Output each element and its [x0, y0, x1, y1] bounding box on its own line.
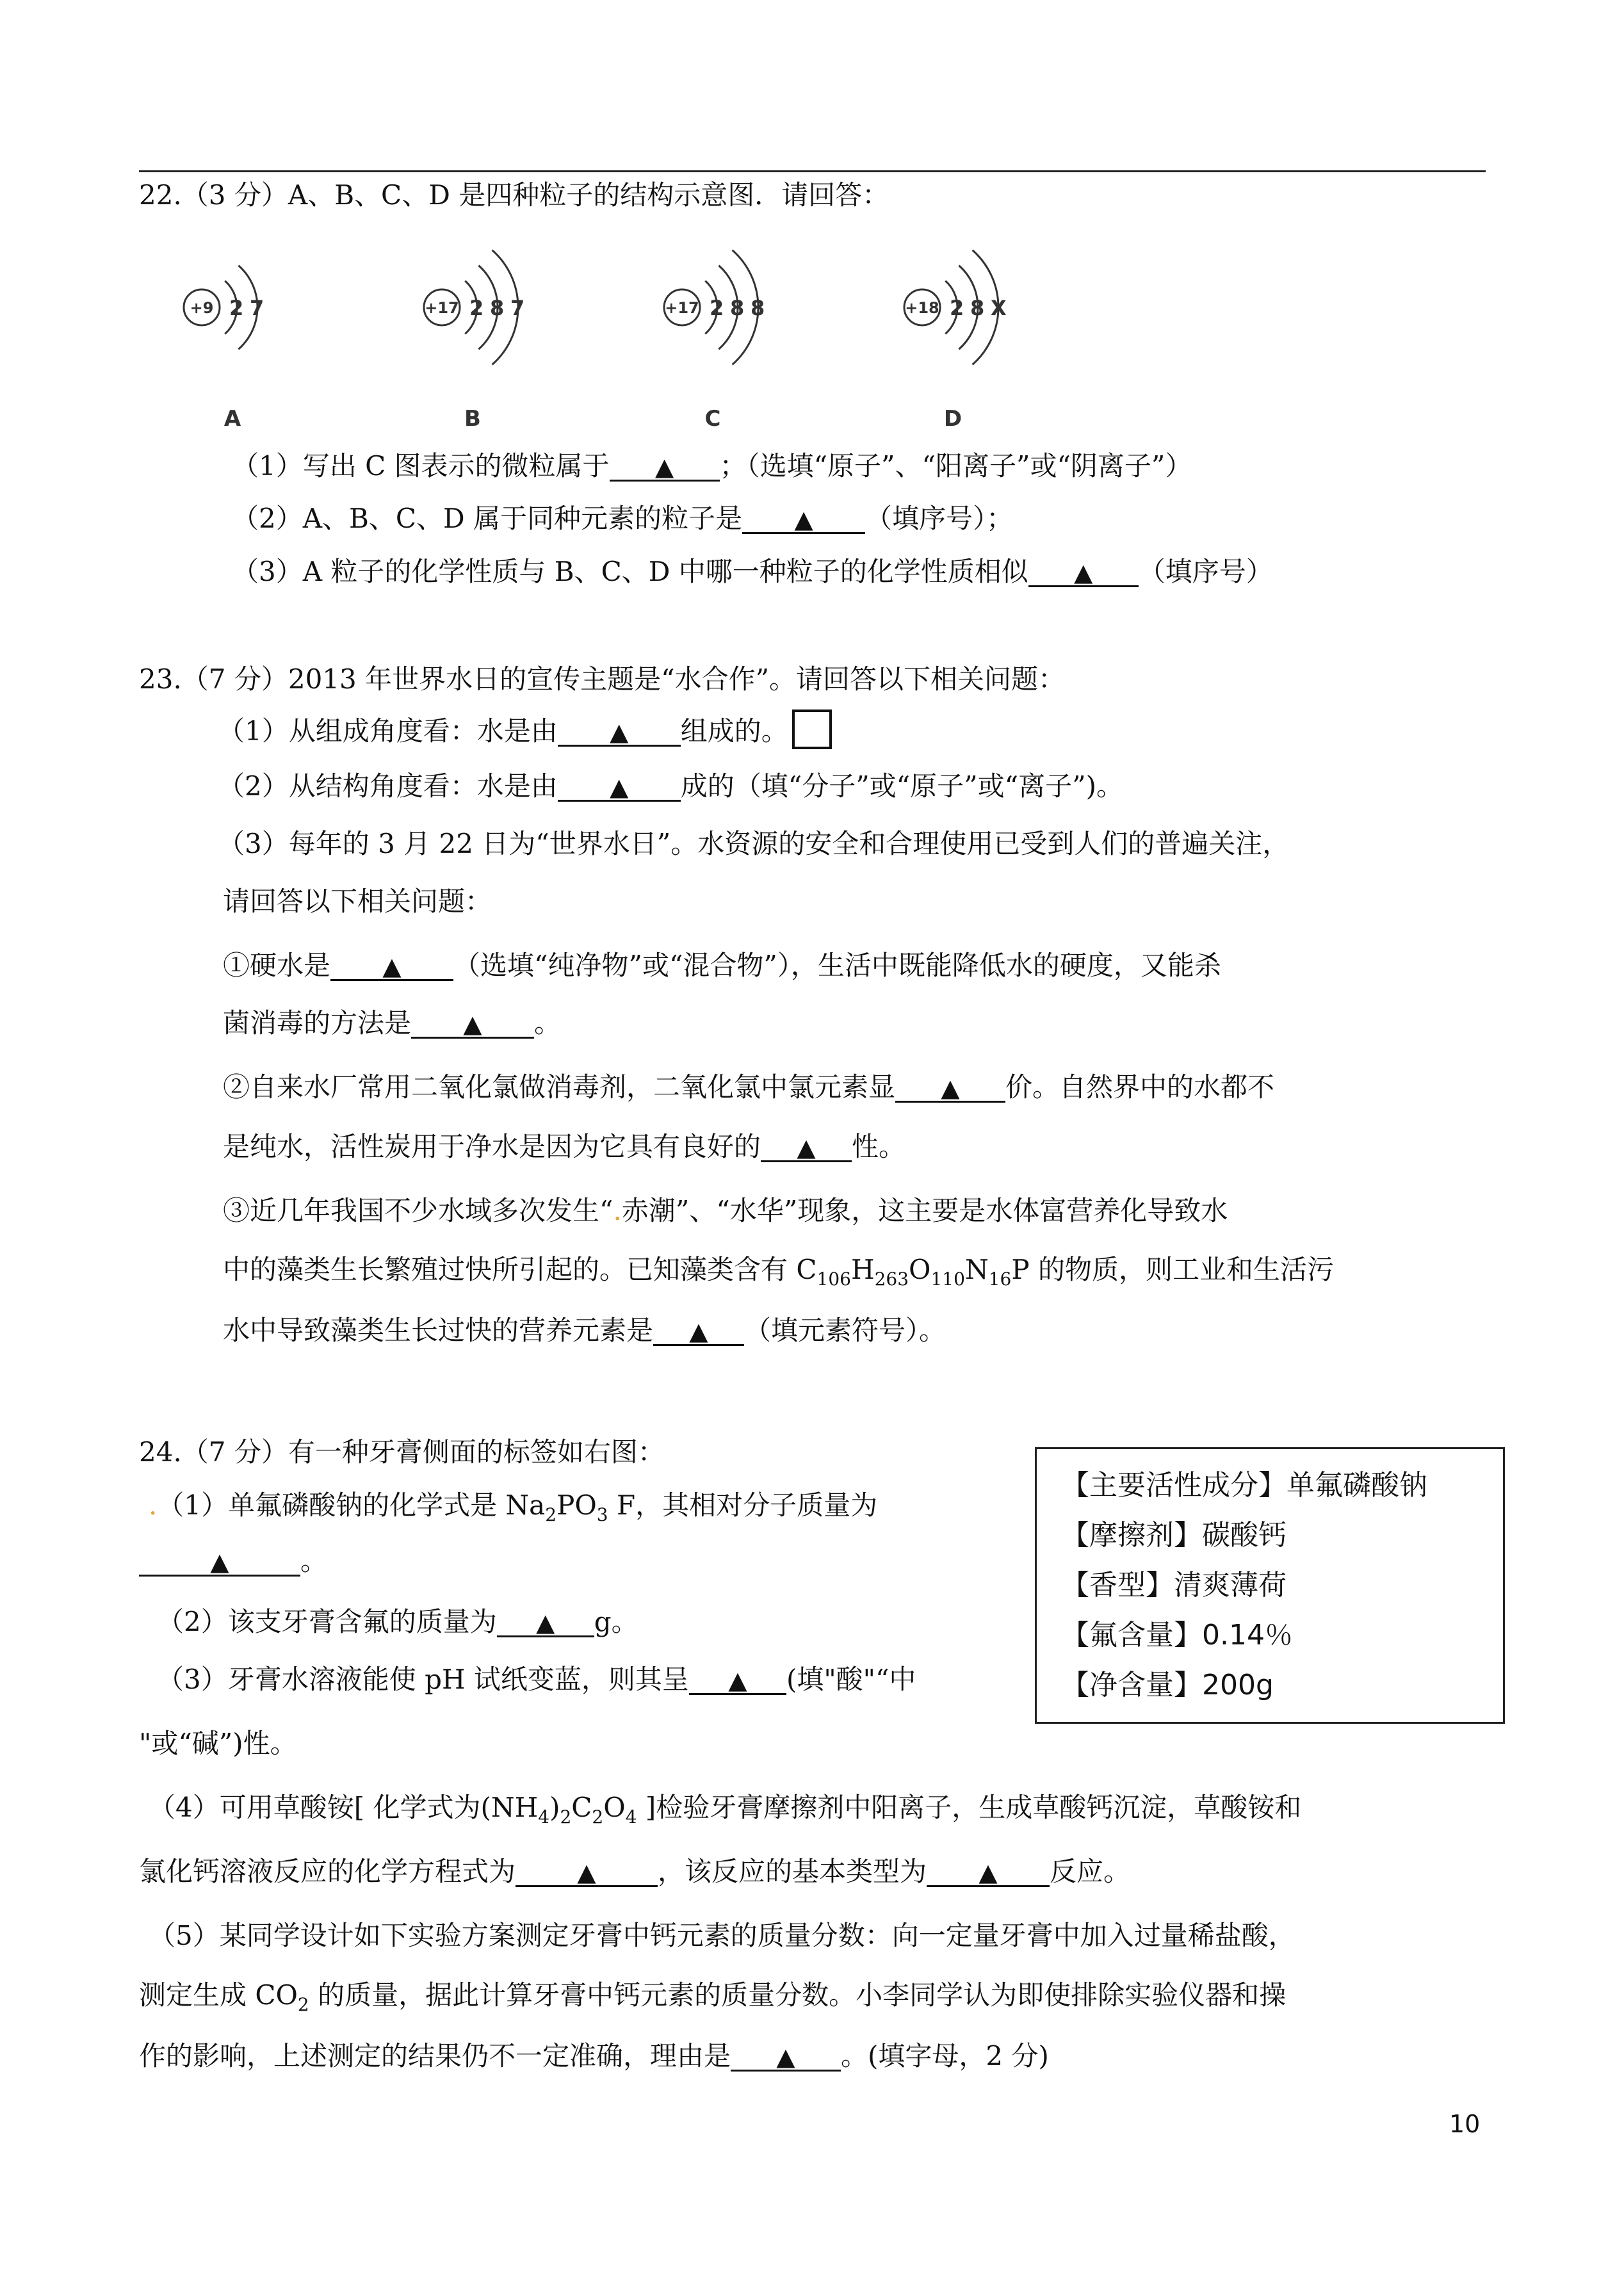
q23-part3-line2: 请回答以下相关问题：	[223, 886, 492, 917]
diagram-letter: D	[943, 406, 962, 432]
nucleus-charge: +17	[425, 299, 459, 317]
q24-part1: .（1）单氟磷酸钠的化学式是 $Na_2PO_3$ F，其相对分子质量为	[149, 1489, 878, 1525]
empty-square-box	[792, 710, 832, 749]
q24-part4: （4）可用草酸铵[ 化学式为$(NH_4)_2C_2O_4$ ]检验牙膏摩擦剂中阳离子，生成草酸钙沉淀，草酸铵和	[149, 1792, 1302, 1828]
answer-blank[interactable]: ▲	[895, 1074, 1005, 1103]
q23-c3: ③近几年我国不少水域多次发生“.赤潮”、“水华”现象，这主要是水体富营养化导致水	[223, 1195, 1228, 1226]
page-number: 10	[1449, 2110, 1481, 2138]
q24-part5-line1: （5）某同学设计如下实验方案测定牙膏中钙元素的质量分数：向一定量牙膏中加入过量稀盐酸，	[149, 1920, 1295, 1951]
diagram-letter: B	[464, 406, 481, 432]
q23-c1-line2: 菌消毒的方法是 ▲ 。	[223, 1007, 562, 1039]
answer-blank[interactable]: ▲	[330, 952, 453, 981]
electron-count: 2	[950, 296, 964, 320]
q24-part5-line2: 测定生成 $CO_2$ 的质量，据此计算牙膏中钙元素的质量分数。小李同学认为即使排除实验仪器和操	[139, 1979, 1287, 2015]
electron-count: 8	[751, 296, 765, 320]
q24-part5-line3: 作的影响，上述测定的结果仍不一定准确，理由是 ▲ 。(填字母，2 分)	[139, 2040, 1049, 2072]
toothpaste-label-box	[1035, 1447, 1505, 1724]
particle-diagrams	[163, 237, 1124, 442]
answer-blank[interactable]: ▲	[139, 1548, 300, 1577]
answer-blank[interactable]: ▲	[1028, 558, 1139, 587]
answer-blank[interactable]: ▲	[558, 718, 681, 747]
q24-part4-line2: 氯化钙溶液反应的化学方程式为 ▲ ，该反应的基本类型为 ▲ 反应。	[139, 1856, 1131, 1887]
electron-count: 7	[250, 296, 264, 320]
electron-count: 8	[490, 296, 505, 320]
q22-part1: （1）写出 C 图表示的微粒属于 ▲ ；（选填“原子”、“阳离子”或“阴离子”）	[232, 450, 1192, 482]
particle-diagram-a	[184, 266, 264, 432]
answer-blank[interactable]: ▲	[761, 1133, 852, 1162]
q23-part3-line1: （3）每年的 3 月 22 日为“世界水日”。水资源的安全和合理使用已受到人们的普遍关注，	[218, 828, 1290, 859]
electron-count: 2	[710, 296, 724, 320]
particle-diagram-d	[904, 250, 1007, 432]
q24-stem: 24.（7 分）有一种牙膏侧面的标签如右图：	[139, 1436, 665, 1468]
q24-part2: （2）该支牙膏含氟的质量为 ▲ g。	[157, 1606, 638, 1637]
answer-blank[interactable]: ▲	[927, 1858, 1050, 1887]
q24-part1-line2: ▲ 。	[139, 1540, 327, 1578]
answer-blank[interactable]: ▲	[411, 1010, 534, 1039]
q24-part3-line2: "或“碱”)性。	[139, 1728, 297, 1759]
q23-c2: ②自来水厂常用二氧化氯做消毒剂，二氧化氯中氯元素显 ▲ 价。自然界中的水都不	[223, 1071, 1275, 1103]
q23-c3-line3: 水中导致藻类生长过快的营养元素是 ▲ （填元素符号）。	[223, 1315, 946, 1346]
q23-stem: 23.（7 分）2013 年世界水日的宣传主题是“水合作”。请回答以下相关问题：	[139, 663, 1066, 695]
particle-diagram-c	[664, 250, 765, 432]
answer-blank[interactable]: ▲	[653, 1317, 744, 1346]
q23-c2-line2: 是纯水，活性炭用于净水是因为它具有良好的 ▲ 性。	[223, 1131, 906, 1162]
answer-blank[interactable]: ▲	[742, 505, 865, 534]
electron-count: X	[991, 296, 1007, 320]
nucleus-charge: +18	[905, 299, 939, 317]
q23-c3-line2: 中的藻类生长繁殖过快所引起的。已知藻类含有 $C_{106}H_{263}O_{110}N_{16}P$ 的物质，则工业和生活污	[223, 1254, 1334, 1290]
label-line: 【主要活性成分】单氟磷酸钠	[1061, 1469, 1427, 1502]
particle-diagram-b	[424, 250, 524, 432]
electron-count: 7	[510, 296, 525, 320]
q23-c1: ①硬水是 ▲ （选填“纯净物”或“混合物”），生活中既能降低水的硬度，又能杀	[223, 950, 1221, 981]
answer-blank[interactable]: ▲	[516, 1858, 658, 1887]
electron-count: 2	[229, 296, 244, 320]
diagram-letter: A	[223, 406, 241, 432]
answer-blank[interactable]: ▲	[497, 1609, 594, 1637]
label-line: 【净含量】200g	[1061, 1669, 1274, 1701]
q22-part3: （3）A 粒子的化学性质与 B、C、D 中哪一种粒子的化学性质相似 ▲ （填序号）	[232, 556, 1273, 587]
answer-blank[interactable]: ▲	[610, 453, 720, 482]
answer-blank[interactable]: ▲	[558, 773, 681, 802]
q23-part1: （1）从组成角度看：水是由 ▲ 组成的。	[218, 710, 832, 749]
electron-count: 2	[469, 296, 484, 320]
label-line: 【香型】清爽薄荷	[1061, 1569, 1287, 1602]
answer-blank[interactable]: ▲	[689, 1666, 786, 1695]
nucleus-charge: +17	[665, 299, 699, 317]
top-rule	[139, 170, 1486, 172]
q24-part3: （3）牙膏水溶液能使 pH 试纸变蓝，则其呈 ▲ (填"酸"“中	[157, 1664, 916, 1695]
q23-part2: （2）从结构角度看：水是由 ▲ 成的（填“分子”或“原子”或“离子”)。	[218, 770, 1123, 802]
nucleus-charge: +9	[190, 299, 214, 317]
diagram-letter: C	[704, 406, 721, 432]
electron-count: 8	[970, 296, 985, 320]
label-line: 【氟含量】0.14％	[1061, 1619, 1293, 1651]
answer-blank[interactable]: ▲	[731, 2043, 841, 2072]
electron-count: 8	[730, 296, 745, 320]
label-line: 【摩擦剂】碳酸钙	[1061, 1519, 1287, 1552]
q22-stem: 22.（3 分）A、B、C、D 是四种粒子的结构示意图．请回答：	[139, 179, 889, 211]
q22-part2: （2）A、B、C、D 属于同种元素的粒子是 ▲ （填序号）；	[232, 503, 1014, 534]
